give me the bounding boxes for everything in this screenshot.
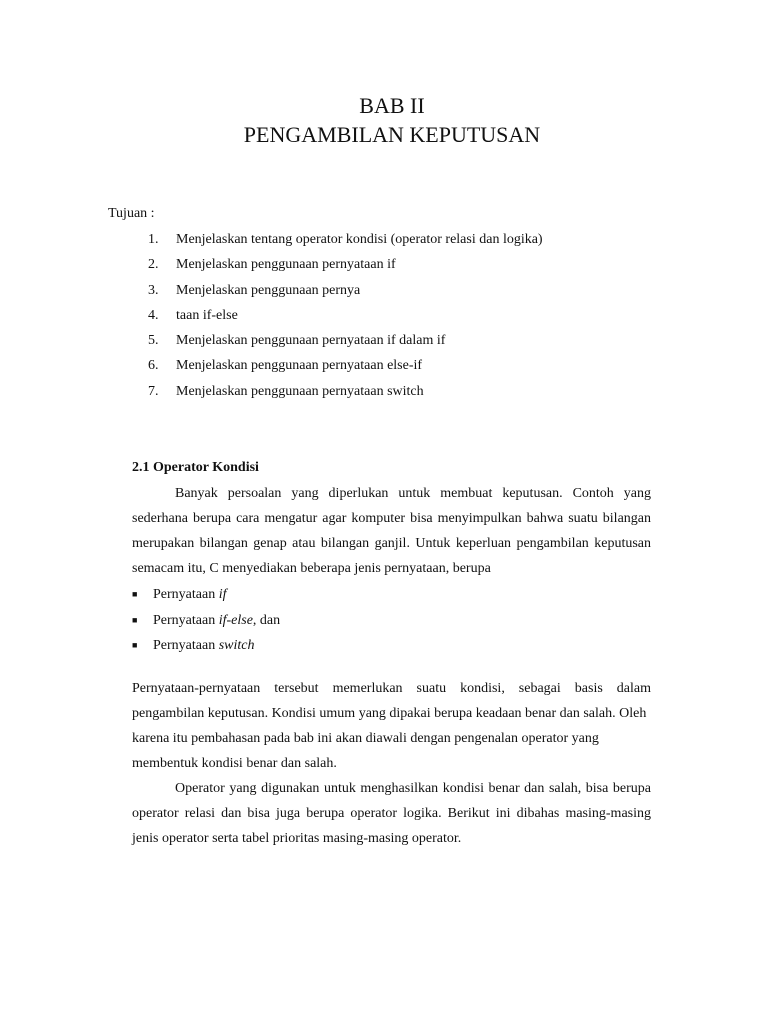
square-bullet-icon: ■: [132, 614, 138, 625]
list-item: [148, 331, 543, 356]
list-item: [148, 255, 543, 280]
list-item-number: 4.: [148, 307, 159, 323]
keyword: if-else: [218, 612, 253, 628]
square-bullet-icon: ■: [132, 589, 138, 599]
chapter-title: PENGAMBILAN KEPUTUSAN: [243, 122, 541, 147]
list-item-number: 7.: [148, 383, 159, 399]
list-item: [148, 306, 543, 331]
list-item-number: 2.: [148, 257, 159, 273]
list-item: [148, 382, 543, 407]
list-item-number: 6.: [148, 358, 159, 374]
list-item-text: taan if-else: [176, 307, 238, 323]
list-item-text: Pernyataan switch: [153, 638, 255, 653]
list-item-text: Menjelaskan penggunaan pernya: [176, 282, 361, 298]
paragraph-operators: Operator yang digunakan untuk menghasilkan kondisi benar dan salah, bisa berupa operator relasi dan bisa juga berupa operator logika. Berikut ini dibahas masing-masing jenis operator serta tabel prioritas masing-masing operator.: [132, 781, 651, 846]
paragraph-intro: Banyak persoalan yang diperlukan untuk membuat keputusan. Contoh yang sederhana berupa cara mengatur agar komputer bisa menyimpulkan bahwa suatu bilangan merupakan bilangan genap atau bilangan ganjil. Untuk keperluan pengambilan keputusan semacam itu, C menyediakan beberapa jenis pernyataan, berupa: [132, 486, 651, 576]
list-item-text: Menjelaskan penggunaan pernyataan if: [176, 257, 396, 273]
list-item-number: 3.: [148, 282, 159, 298]
list-item: [148, 230, 543, 255]
keyword: if: [218, 587, 227, 602]
square-bullet-icon: ■: [132, 640, 138, 650]
chapter-number: BAB II: [359, 93, 425, 118]
list-item: [148, 356, 543, 381]
list-item-text: Menjelaskan tentang operator kondisi (operator relasi dan logika): [176, 232, 543, 247]
statement-list: [132, 582, 280, 659]
keyword: switch: [218, 638, 255, 653]
list-item: [132, 582, 280, 608]
list-item: [148, 281, 543, 306]
list-item-text: Pernyataan if: [153, 587, 227, 602]
paragraph-conditions: [132, 676, 651, 776]
paragraph-first-line: Pernyataan-pernyataan tersebut memerlukan suatu kondisi, sebagai basis dalam: [132, 681, 651, 696]
list-item-text: Menjelaskan penggunaan pernyataan else-if: [176, 358, 423, 374]
paragraph-rest: pengambilan keputusan. Kondisi umum yang dipakai berupa keadaan benar dan salah. Oleh karena itu pembahasan pada bab ini akan diawali dengan pengenalan operator yang membentuk kondisi benar dan salah.: [132, 706, 647, 771]
list-item-number: 1.: [148, 232, 159, 247]
list-item-text: Pernyataan if-else, dan: [153, 612, 281, 628]
objectives-label: Tujuan :: [108, 206, 155, 221]
list-item-text: Menjelaskan penggunaan pernyataan if dalam if: [176, 333, 446, 349]
list-item: [132, 608, 280, 634]
list-item-text: Menjelaskan penggunaan pernyataan switch: [176, 383, 424, 399]
list-item: [132, 633, 280, 659]
list-item-number: 5.: [148, 333, 159, 349]
section-heading: 2.1 Operator Kondisi: [132, 460, 259, 475]
objectives-list: [148, 230, 543, 407]
